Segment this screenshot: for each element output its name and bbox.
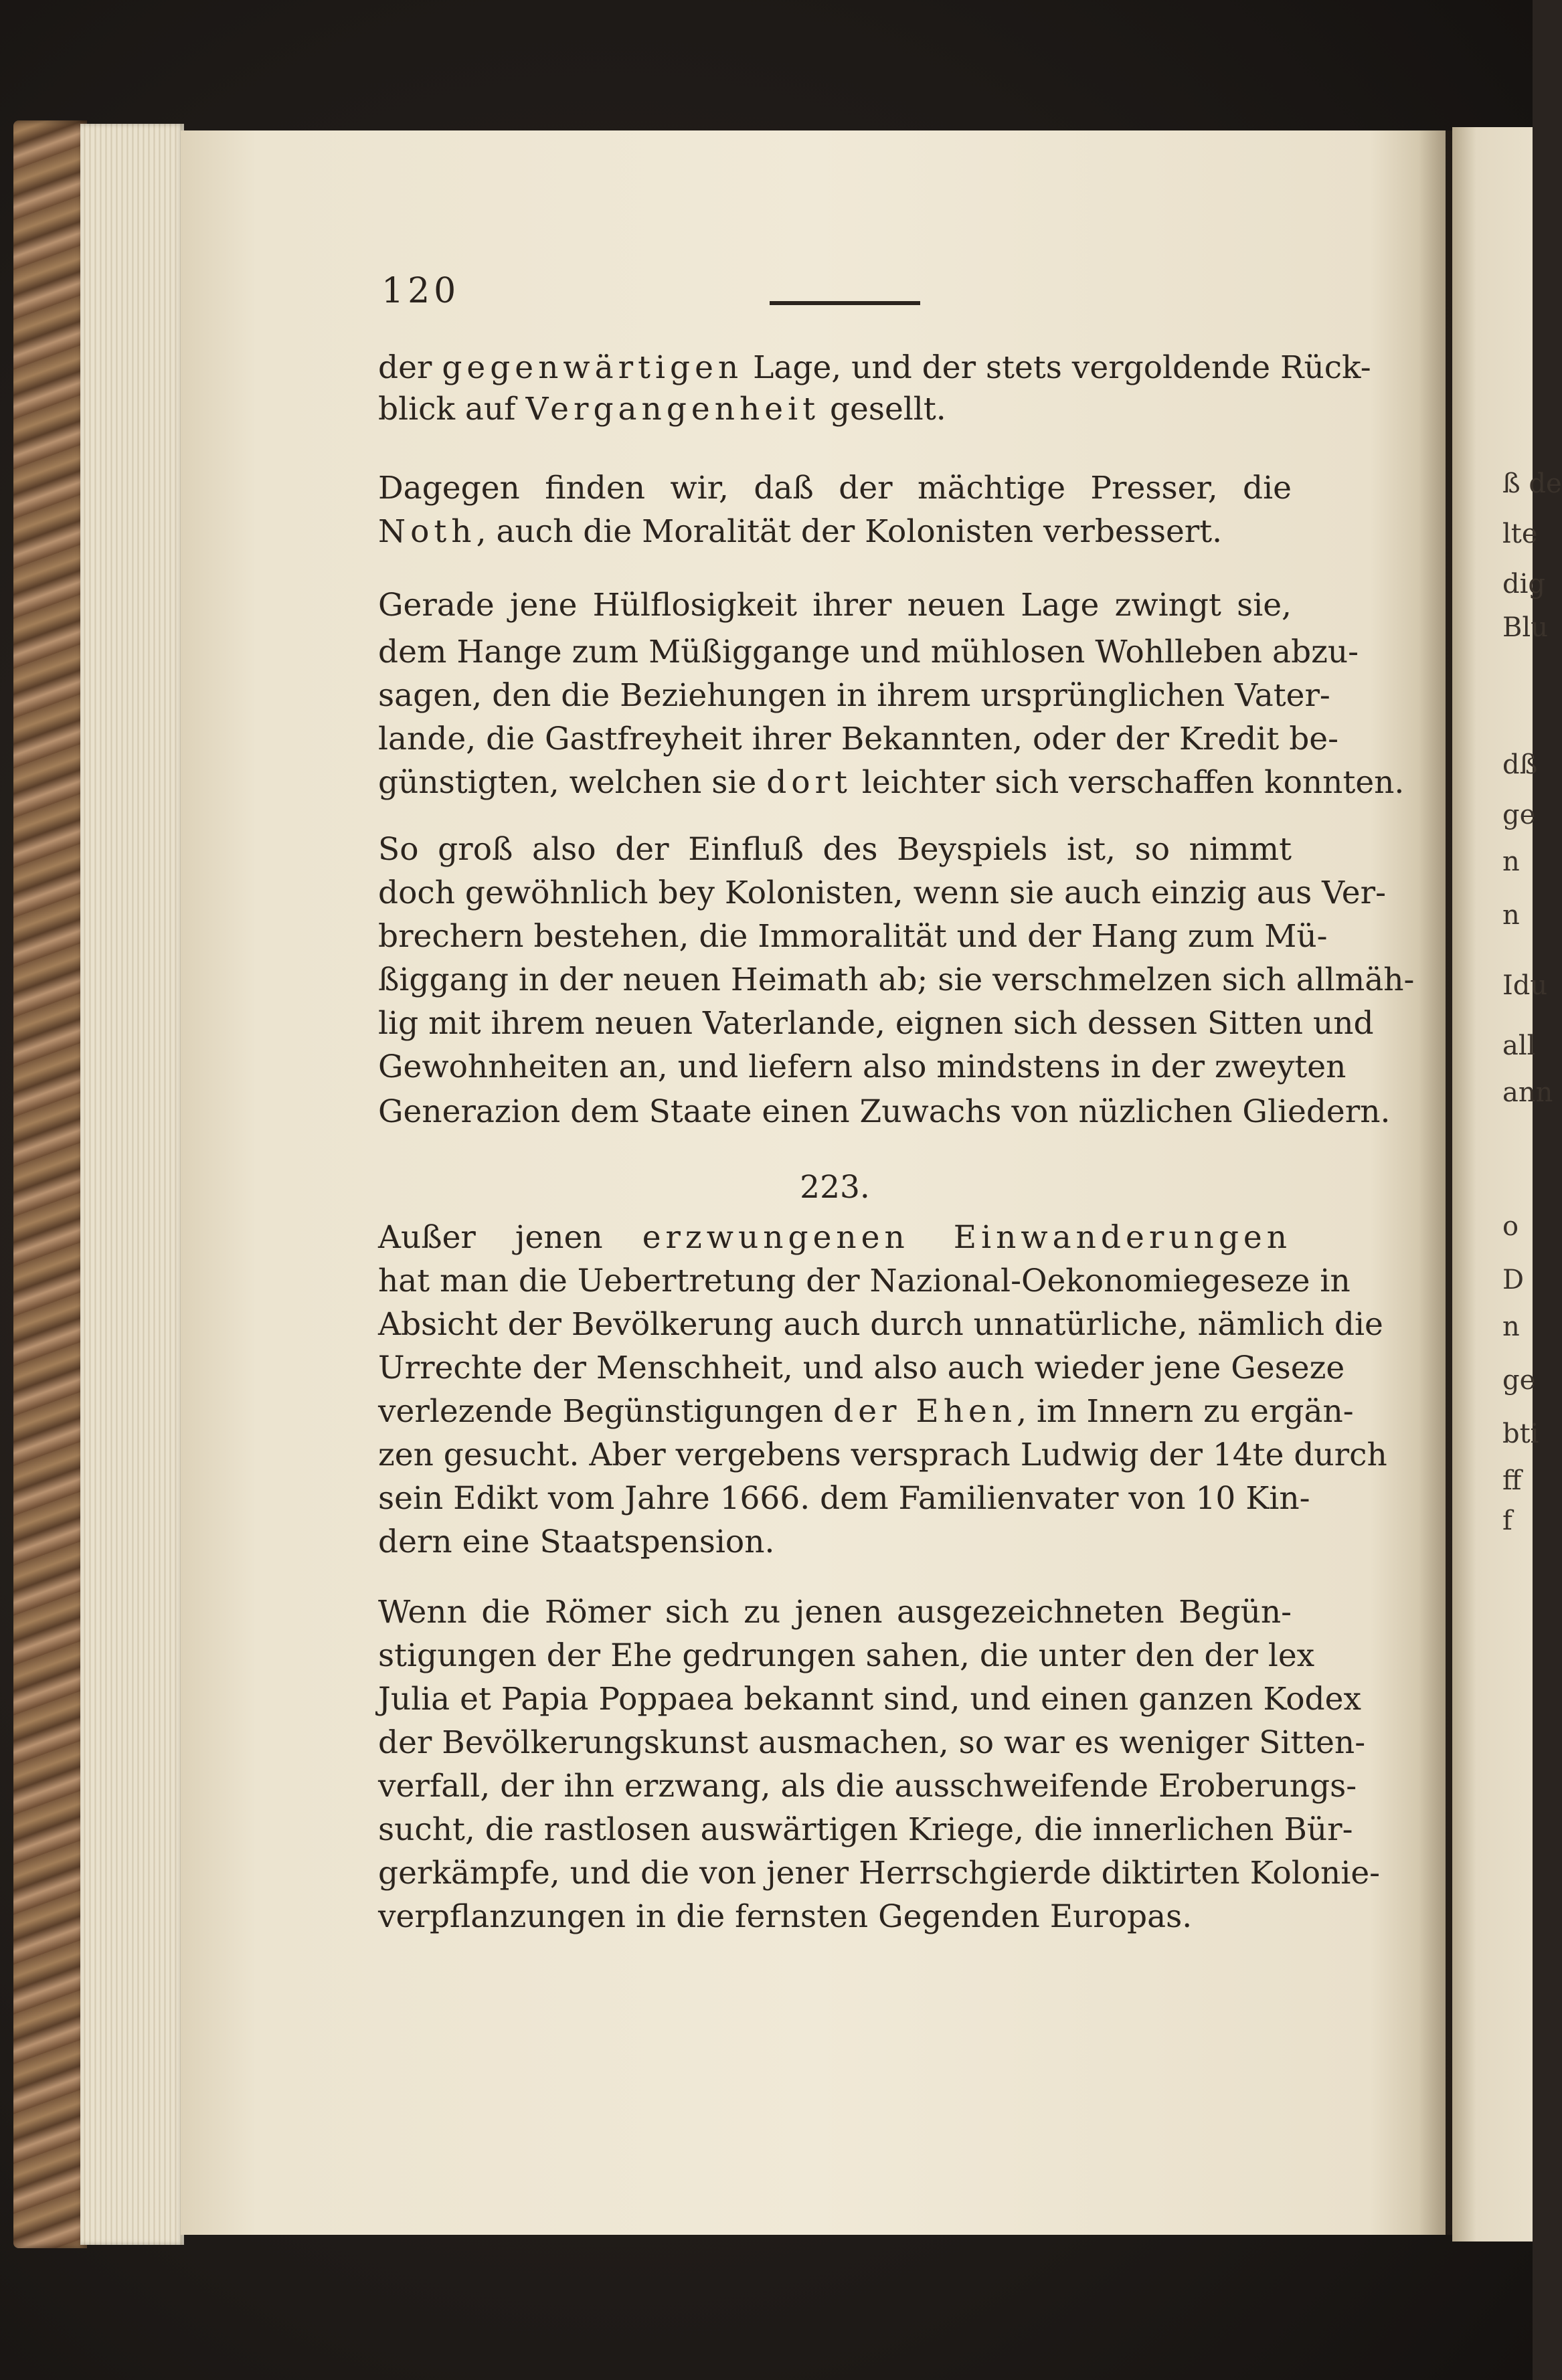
emphasized-text: erzwungenen Einwanderungen [642, 1219, 1292, 1256]
header-rule [770, 301, 920, 305]
text-span: Julia et Papia Poppaea bekannt sind, und einen ganzen Kodex [378, 1681, 1361, 1718]
facing-page-fragment: n [1502, 900, 1520, 931]
text-line [378, 389, 1292, 430]
text-line [378, 1897, 1292, 1937]
emphasized-text: Vergangenheit [525, 391, 820, 428]
text-line [378, 763, 1405, 803]
text-span: Lage, und der stets vergoldende Rück- [743, 349, 1371, 386]
text-line [378, 1218, 1292, 1258]
facing-page [1452, 127, 1536, 2241]
text-line [378, 1047, 1347, 1087]
text-span: dem Hange zum Müßiggange und mühlosen Wohlleben abzu- [378, 634, 1359, 670]
page-number: 120 [381, 271, 460, 311]
text-line [378, 1853, 1381, 1894]
facing-page-fragment: Blu [1502, 612, 1548, 643]
text-span: günstigten, welchen sie [378, 764, 767, 801]
text-line [378, 348, 1371, 388]
text-line [378, 1305, 1383, 1345]
text-span: stigungen der Ehe gedrungen sahen, die unter den der lex [378, 1637, 1315, 1674]
text-span: So groß also der Einfluß des Beyspiels ist, so nimmt [378, 831, 1292, 868]
emphasized-text: der Ehen [833, 1393, 1017, 1430]
facing-page-fragment: n [1502, 846, 1520, 877]
text-line [378, 1679, 1361, 1720]
page-header [381, 271, 1318, 325]
facing-page-fragment: dig [1502, 569, 1546, 600]
text-span: der [378, 349, 442, 386]
text-span: verlezende Begünstigungen [378, 1393, 834, 1430]
text-span: sucht, die rastlosen auswärtigen Kriege, die innerlichen Bür- [378, 1811, 1353, 1848]
page-edges [80, 124, 184, 2245]
facing-page-fragment: dß [1502, 749, 1538, 780]
text-line [378, 1723, 1366, 1763]
text-span: doch gewöhnlich bey Kolonisten, wenn sie auch einzig aus Ver- [378, 875, 1386, 911]
facing-page-fragment: ff [1502, 1465, 1522, 1496]
text-span: Wenn die Römer sich zu jenen ausgezeichneten Begün- [378, 1594, 1292, 1631]
text-span: brechern bestehen, die Immoralität und der Hang zum Mü- [378, 918, 1328, 955]
text-span: Urrechte der Menschheit, und also auch wieder jene Geseze [378, 1350, 1345, 1386]
text-line [378, 585, 1292, 626]
text-line [378, 512, 1292, 552]
text-line [378, 1522, 1292, 1562]
text-line [378, 960, 1415, 1000]
facing-page-fragment: ann [1502, 1077, 1553, 1108]
text-span: , auch die Moralität der Kolonisten verbessert. [476, 513, 1223, 550]
text-line [378, 1810, 1353, 1850]
facing-page-fragment: n [1502, 1311, 1520, 1342]
text-span: verpflanzungen in die fernsten Gegenden Europas. [378, 1898, 1193, 1935]
text-span: Gerade jene Hülflosigkeit ihrer neuen Lage zwingt sie, [378, 587, 1292, 624]
text-line [378, 1392, 1354, 1432]
facing-page-fragment: o [1502, 1211, 1519, 1242]
text-line [378, 1004, 1374, 1044]
text-span: Dagegen finden wir, daß der mächtige Presser, die [378, 470, 1292, 507]
facing-page-fragment: all [1502, 1030, 1536, 1061]
text-line [378, 873, 1386, 913]
text-line [378, 917, 1328, 957]
facing-page-fragment: D [1502, 1265, 1525, 1295]
text-span: sein Edikt vom Jahre 1666. dem Familienvater von 10 Kin- [378, 1480, 1310, 1517]
text-span: sagen, den die Beziehungen in ihrem ursprünglichen Vater- [378, 677, 1330, 714]
facing-page-fragment: ge [1502, 800, 1536, 830]
text-span: , im Innern zu ergän- [1017, 1393, 1354, 1430]
facing-page-fragment: f [1502, 1505, 1512, 1536]
text-span: hat man die Uebertretung der Nazional-Oekonomiegeseze in [378, 1263, 1351, 1299]
text-span: Außer jenen [378, 1219, 642, 1256]
text-span: lande, die Gastfreyheit ihrer Bekannten, oder der Kredit be- [378, 721, 1338, 757]
emphasized-text: gegenwärtigen [442, 349, 744, 386]
text-line [378, 1092, 1391, 1132]
text-span: gesellt. [820, 391, 946, 428]
text-line [378, 1592, 1292, 1633]
text-span: der Bevölkerungskunst ausmachen, so war es weniger Sitten- [378, 1724, 1366, 1761]
text-span: verfall, der ihn erzwang, als die ausschweifende Eroberungs- [378, 1768, 1357, 1805]
section-number [378, 1168, 1292, 1208]
facing-page-fragment: ß de [1502, 468, 1562, 499]
facing-page-fragment: ge [1502, 1365, 1536, 1396]
text-span: dern eine Staatspension. [378, 1524, 775, 1560]
text-line [378, 1435, 1387, 1475]
text-line [378, 1261, 1351, 1301]
facing-page-fragment: bti [1502, 1418, 1539, 1449]
text-line [378, 1766, 1357, 1807]
text-span: Generazion dem Staate einen Zuwachs von nüzlichen Gliedern. [378, 1093, 1391, 1130]
text-line [378, 830, 1292, 870]
text-span: 223. [800, 1169, 870, 1206]
text-line [378, 632, 1359, 672]
emphasized-text: dort [766, 764, 852, 801]
text-line [378, 719, 1338, 759]
facing-page-fragment: Idu [1502, 970, 1548, 1001]
marbled-book-cover [13, 120, 87, 2248]
text-span: Absicht der Bevölkerung auch durch unnatürliche, nämlich die [378, 1306, 1383, 1343]
text-line [378, 1636, 1315, 1676]
facing-page-fragment: lte [1502, 519, 1538, 549]
emphasized-text: Noth [378, 513, 476, 550]
text-line [378, 1479, 1310, 1519]
text-span: blick auf [378, 391, 526, 428]
text-span: leichter sich verschaffen konnten. [851, 764, 1405, 801]
text-span: Gewohnheiten an, und liefern also mindstens in der zweyten [378, 1048, 1347, 1085]
text-line [378, 1348, 1345, 1388]
text-line [378, 676, 1330, 716]
text-span: zen gesucht. Aber vergebens versprach Ludwig der 14te durch [378, 1437, 1387, 1473]
text-span: ßiggang in der neuen Heimath ab; sie verschmelzen sich allmäh- [378, 962, 1415, 998]
text-line [378, 468, 1292, 509]
text-span: lig mit ihrem neuen Vaterlande, eignen sich dessen Sitten und [378, 1005, 1374, 1042]
text-span: gerkämpfe, und die von jener Herrschgierde diktirten Kolonie- [378, 1855, 1381, 1892]
